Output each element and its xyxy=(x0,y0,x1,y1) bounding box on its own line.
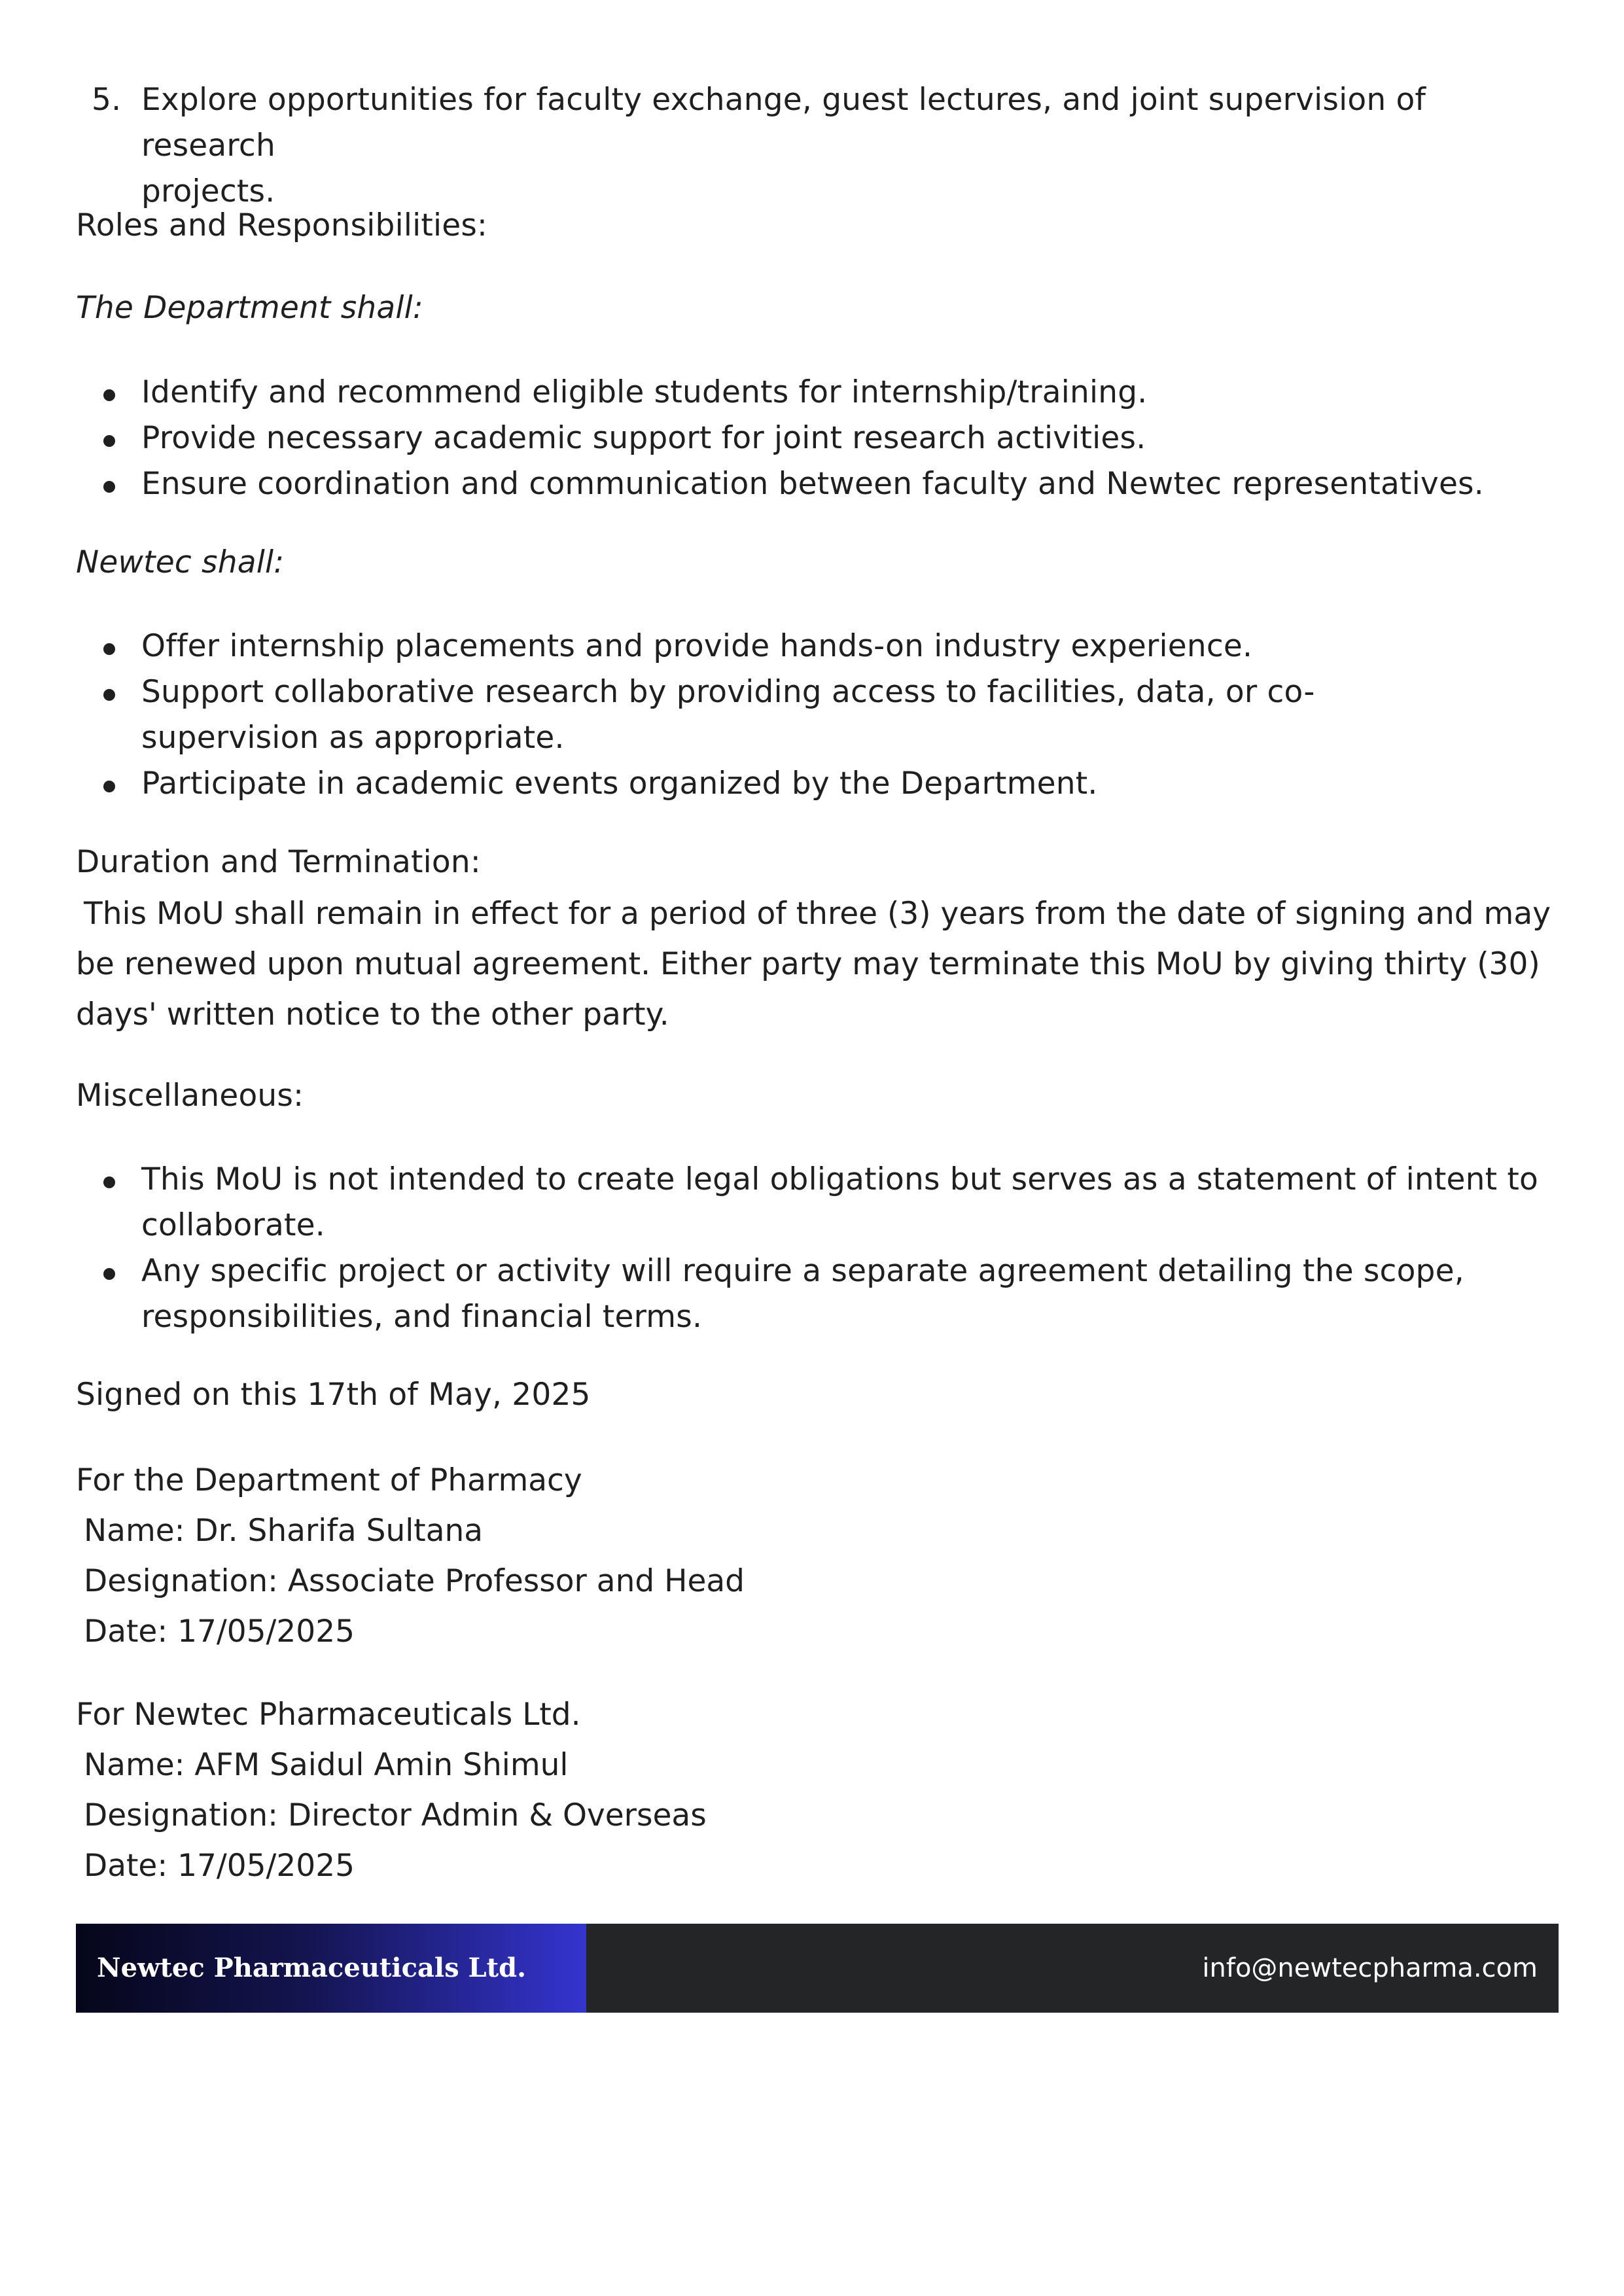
bullet-icon xyxy=(103,481,115,493)
department-heading: The Department shall: xyxy=(76,290,423,326)
footer-email-link[interactable]: info@newtecpharma.com xyxy=(1202,1953,1538,1983)
bullet-icon xyxy=(103,389,115,401)
list-item xyxy=(76,461,1561,507)
list-item xyxy=(76,370,1561,415)
list-item-text: Offer internship placements and provide hands-on industry experience. xyxy=(141,628,1253,664)
list-item xyxy=(76,624,1561,669)
list-item xyxy=(76,669,1561,761)
signatory-name: Name: AFM Saidul Amin Shimul xyxy=(84,1747,569,1783)
department-signatory xyxy=(76,1455,1561,1657)
newtec-signatory xyxy=(76,1689,1561,1891)
signatory-heading: For the Department of Pharmacy xyxy=(76,1462,582,1498)
list-item-text: Any specific project or activity will require a separate agreement detailing the scope, responsibilities, and financial terms. xyxy=(141,1253,1464,1335)
bullet-icon xyxy=(103,435,115,447)
list-item-text: Support collaborative research by providing access to facilities, data, or co-supervision as appropriate. xyxy=(141,674,1315,756)
list-item-text: Provide necessary academic support for joint research activities. xyxy=(141,420,1146,456)
newtec-heading: Newtec shall: xyxy=(76,544,285,580)
duration-text: This MoU shall remain in effect for a period of three (3) years from the date of signing and may be renewed upon mutual agreement. Either party may terminate this MoU by giving thirty (30) days' written notice to the other party. xyxy=(76,896,1551,1033)
misc-heading: Miscellaneous: xyxy=(76,1078,304,1114)
bullet-icon xyxy=(103,643,115,655)
roles-heading: Roles and Responsibilities: xyxy=(76,207,488,243)
newtec-list xyxy=(76,624,1561,807)
item-text-line-2: projects. xyxy=(141,173,275,209)
list-item xyxy=(76,415,1561,461)
bullet-icon xyxy=(103,781,115,792)
signatory-designation: Designation: Associate Professor and Head xyxy=(84,1563,745,1599)
list-item xyxy=(76,1157,1561,1248)
list-item-text: Identify and recommend eligible students for internship/training. xyxy=(141,374,1148,410)
list-item xyxy=(76,761,1561,807)
objective-item-5 xyxy=(76,77,1561,215)
footer-brand-panel xyxy=(76,1924,586,2013)
list-item xyxy=(76,1248,1561,1340)
signed-on: Signed on this 17th of May, 2025 xyxy=(76,1377,591,1413)
item-text-line-1: Explore opportunities for faculty exchange, guest lectures, and joint supervision of research xyxy=(141,82,1426,164)
duration-heading: Duration and Termination: xyxy=(76,844,481,880)
list-item-text: Participate in academic events organized by the Department. xyxy=(141,766,1098,802)
signatory-designation: Designation: Director Admin & Overseas xyxy=(84,1797,707,1833)
bullet-icon xyxy=(103,1176,115,1188)
item-number: 5. xyxy=(92,82,122,118)
bullet-icon xyxy=(103,1268,115,1280)
bullet-icon xyxy=(103,689,115,701)
misc-list xyxy=(76,1157,1624,1340)
list-item-text: Ensure coordination and communication between faculty and Newtec representatives. xyxy=(141,466,1484,502)
signatory-date: Date: 17/05/2025 xyxy=(84,1848,355,1884)
signatory-heading: For Newtec Pharmaceuticals Ltd. xyxy=(76,1697,581,1733)
signatory-name: Name: Dr. Sharifa Sultana xyxy=(84,1513,484,1549)
footer-bar xyxy=(76,1924,1559,2013)
list-item-text: This MoU is not intended to create legal obligations but serves as a statement of intent to collaborate. xyxy=(141,1161,1538,1243)
department-list xyxy=(76,370,1561,507)
signatory-date: Date: 17/05/2025 xyxy=(84,1614,355,1650)
footer-company-name: Newtec Pharmaceuticals Ltd. xyxy=(97,1952,527,1983)
